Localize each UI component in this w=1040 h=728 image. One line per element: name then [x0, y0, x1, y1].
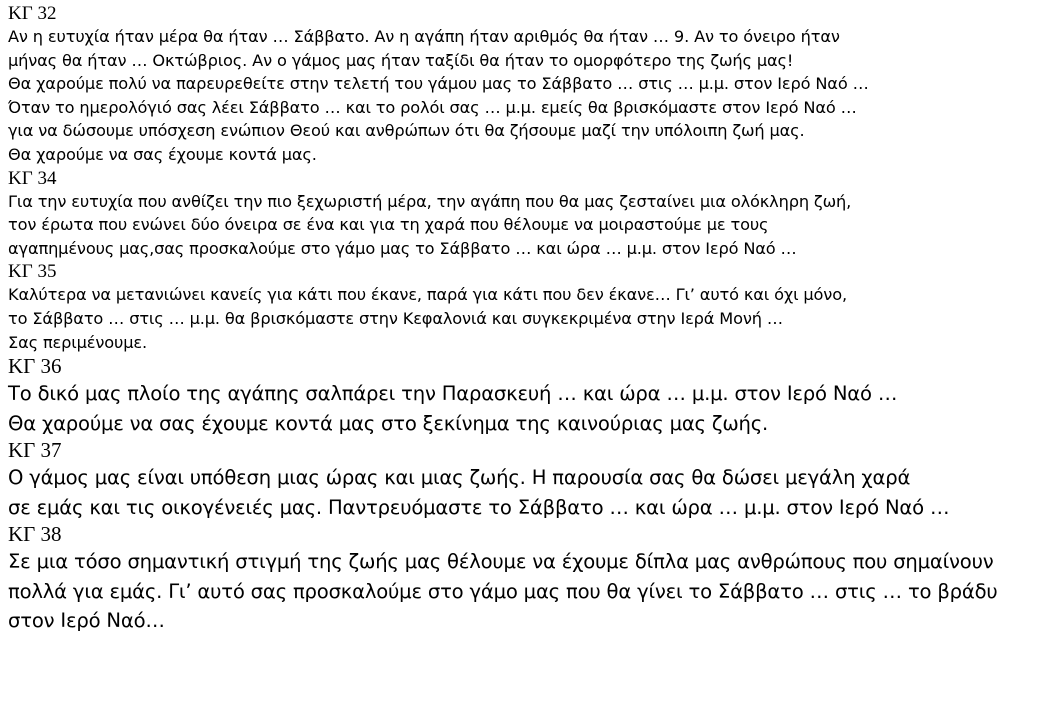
text-line: για να δώσουμε υπόσχεση ενώπιον Θεού και ανθρώπων ότι θα ζήσουμε μαζί την υπόλοιπη ζωή μας. — [8, 121, 805, 141]
section-kg38 — [8, 522, 1036, 636]
text-line: Σας περιμένουμε. — [8, 332, 147, 352]
section-heading: ΚΓ 34 — [8, 167, 57, 189]
text-line: Καλύτερα να μετανιώνει κανείς για κάτι που έκανε, παρά για κάτι που δεν έκανε… Γι’ αυτό και όχι μόνο, — [8, 285, 847, 305]
section-heading: ΚΓ 37 — [8, 438, 62, 463]
text-line: Ο γάμος μας είναι υπόθεση μιας ώρας και μιας ζωής. Η παρουσία σας θα δώσει μεγάλη χαρά — [8, 466, 911, 490]
text-line: Θα χαρούμε πολύ να παρευρεθείτε στην τελετή του γάμου μας το Σάββατο … στις … μ.μ. στον Ιερό Ναό … — [8, 74, 869, 94]
text-line: Σε μια τόσο σημαντική στιγμή της ζωής μας θέλουμε να έχουμε δίπλα μας ανθρώπους που σημαίνουν — [8, 550, 994, 574]
section-kg32 — [8, 2, 1036, 167]
text-line: πολλά για εμάς. Γι’ αυτό σας προσκαλούμε στο γάμο μας που θα γίνει το Σάββατο … στις … το βράδυ — [8, 579, 998, 603]
section-kg35 — [8, 260, 1036, 354]
section-kg37 — [8, 438, 1036, 522]
text-line: μήνας θα ήταν … Οκτώβριος. Αν ο γάμος μας ήταν ταξίδι θα ήταν το ομορφότερο της ζωής μας! — [8, 50, 794, 70]
text-line: τον έρωτα που ενώνει δύο όνειρα σε ένα και για τη χαρά που θέλουμε να μοιραστούμε με τους — [8, 215, 769, 235]
text-line: Όταν το ημερολόγιό σας λέει Σάββατο … και το ρολόι σας … μ.μ. εμείς θα βρισκόμαστε στον Ιερό Ναό … — [8, 97, 857, 117]
section-kg34 — [8, 167, 1036, 261]
text-line: Το δικό μας πλοίο της αγάπης σαλπάρει την Παρασκευή … και ώρα … μ.μ. στον Ιερό Ναό … — [8, 382, 898, 406]
text-line: Αν η ευτυχία ήταν μέρα θα ήταν … Σάββατο. Αν η αγάπη ήταν αριθμός θα ήταν … 9. Αν το όνειρο ήταν — [8, 27, 840, 46]
section-kg36 — [8, 354, 1036, 438]
text-line: Για την ευτυχία που ανθίζει την πιο ξεχωριστή μέρα, την αγάπη που θα μας ζεσταίνει μια ολόκληρη ζωή, — [8, 191, 852, 211]
text-line: το Σάββατο … στις … μ.μ. θα βρισκόμαστε στην Κεφαλονιά και συγκεκριμένα στην Ιερά Μονή … — [8, 308, 783, 328]
text-line: Θα χαρούμε να σας έχουμε κοντά μας. — [8, 144, 317, 164]
text-line: στον Ιερό Ναό… — [8, 609, 165, 633]
section-heading: ΚΓ 36 — [8, 354, 62, 379]
text-line: σε εμάς και τις οικογένειές μας. Παντρευόμαστε το Σάββατο … και ώρα … μ.μ. στον Ιερό Ναό … — [8, 495, 950, 519]
section-heading: ΚΓ 38 — [8, 522, 62, 547]
text-line: αγαπημένους μας,σας προσκαλούμε στο γάμο μας το Σάββατο … και ώρα … μ.μ. στον Ιερό Ναό … — [8, 238, 797, 258]
document-page — [8, 2, 1036, 636]
section-heading: ΚΓ 32 — [8, 3, 57, 24]
text-line: Θα χαρούμε να σας έχουμε κοντά μας στο ξεκίνημα της καινούριας μας ζωής. — [8, 411, 769, 435]
section-heading: ΚΓ 35 — [8, 261, 57, 283]
